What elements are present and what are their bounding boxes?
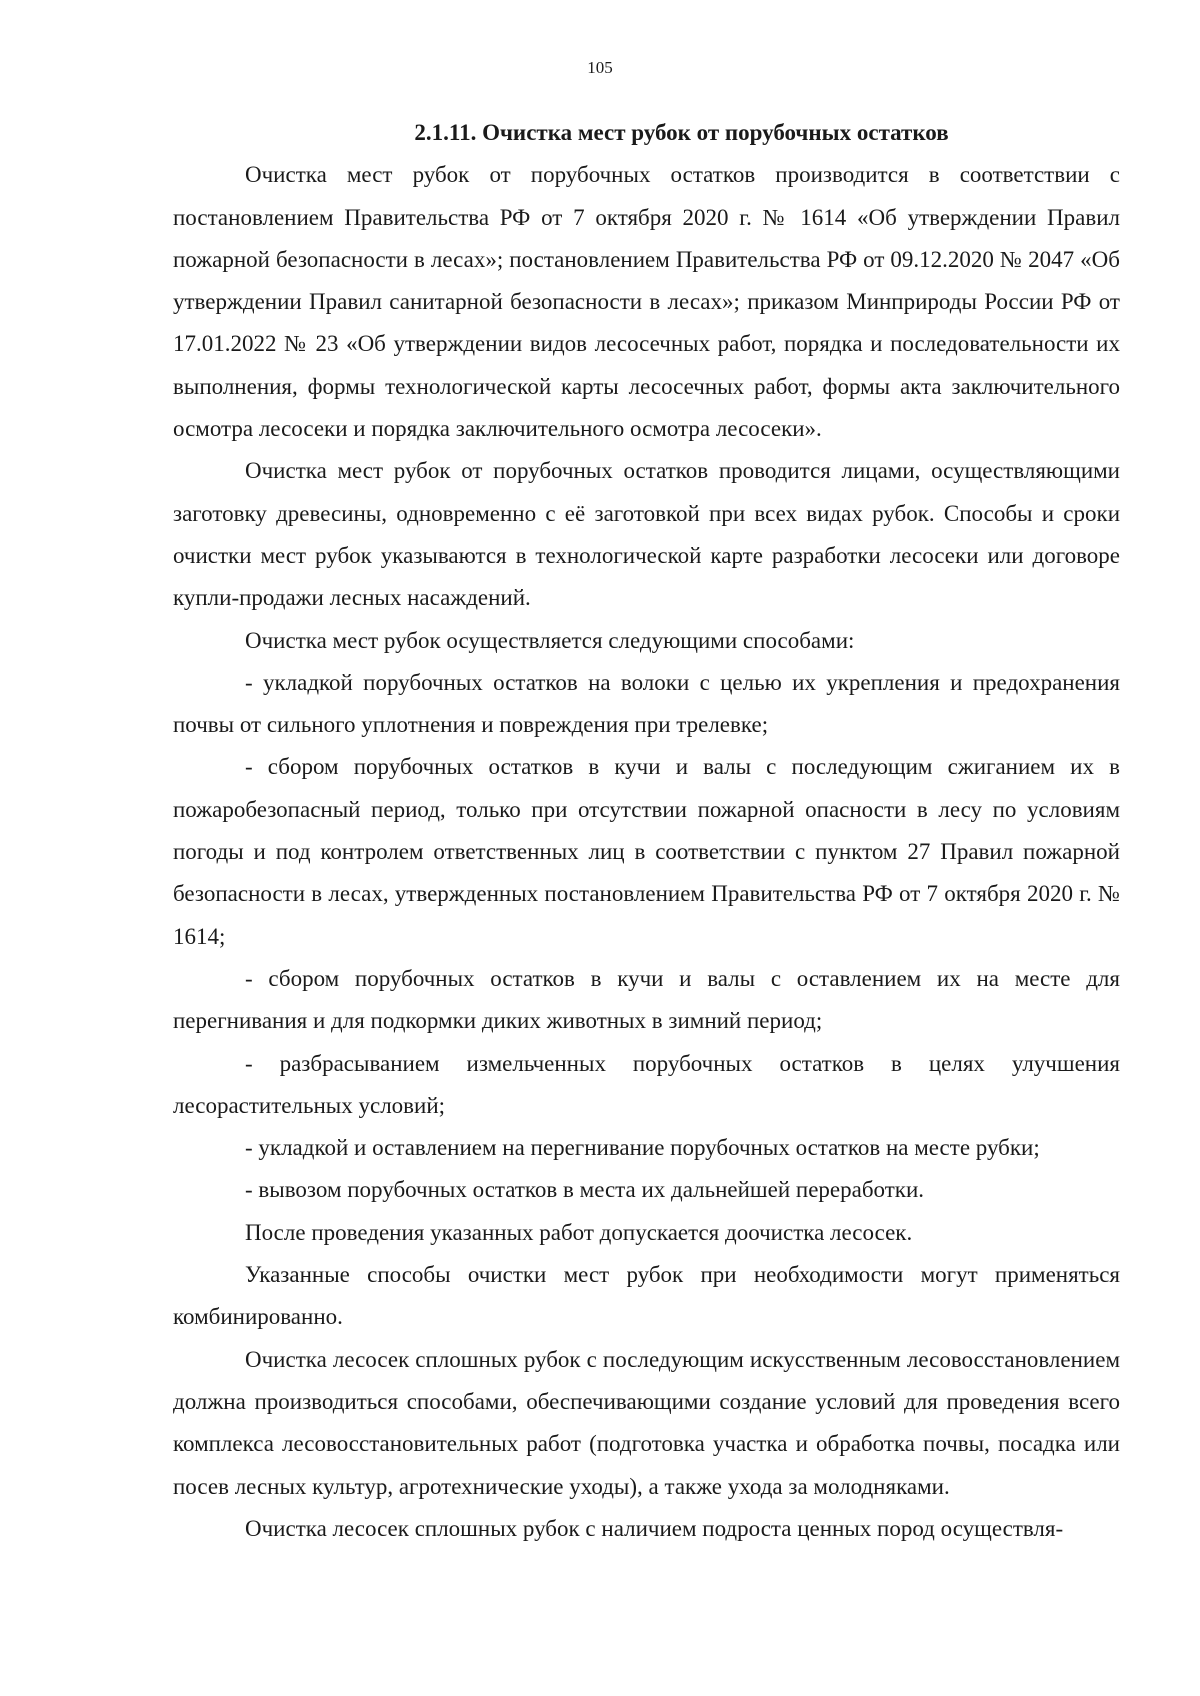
paragraph: Очистка мест рубок от порубочных остатков производится в соответствии с постановлением Правительства РФ от 7 октября 2020 г. № 1614 «Об утверждении Правил пожарной безопасности в лесах»; постановлением Правительства РФ от 09.12.2020 № 2047 «Об утверждении Правил санитарной безопасности в лесах»; приказом Минприроды России РФ от 17.01.2022 № 23 «Об утверждении видов лесосечных работ, порядка и последовательности их выполнения, формы технологической карты лесосечных работ, формы акта заключительного осмотра лесосеки и порядка заключительного осмотра лесосеки».	[173, 162, 1120, 442]
list-item: - укладкой порубочных остатков на волоки с целью их укрепления и предохранения почвы от сильного уплотнения и повреждения при трелевке;	[173, 669, 1120, 738]
list-item: - разбрасыванием измельченных порубочных остатков в целях улучшения лесорастительных условий;	[173, 1050, 1120, 1118]
list-item: - сбором порубочных остатков в кучи и валы с оставлением их на месте для перегнивания и для подкормки диких животных в зимний период;	[173, 965, 1120, 1034]
list-item: - вывозом порубочных остатков в места их дальнейшей переработки.	[245, 1177, 925, 1203]
list-item: - сбором порубочных остатков в кучи и валы с последующим сжиганием их в пожаробезопасный период, только при отсутствии пожарной опасности в лесу по условиям погоды и под контролем ответственных лиц в соответствии с пунктом 27 Правил пожарной безопасности в лесах, утвержденных постановлением Правительства РФ от 7 октября 2020 г. № 1614;	[173, 754, 1120, 949]
document-body	[173, 112, 1120, 1550]
paragraph: Очистка лесосек сплошных рубок с наличием подроста ценных пород осуществля-	[245, 1515, 1064, 1541]
page-number: 105	[587, 58, 613, 77]
paragraph: Очистка лесосек сплошных рубок с последующим искусственным лесовосстановлением должна производиться способами, обеспечивающими создание условий для проведения всего комплекса лесовосстановительных работ (подготовка участка и обработка почвы, посадка или посев лесных культур, агротехнические уходы), а также ухода за молодняками.	[173, 1346, 1120, 1499]
paragraph: Очистка мест рубок осуществляется следующими способами:	[245, 627, 855, 653]
paragraph: После проведения указанных работ допускается доочистка лесосек.	[245, 1219, 913, 1245]
paragraph: Указанные способы очистки мест рубок при необходимости могут применяться комбинированно.	[173, 1262, 1120, 1330]
paragraph: Очистка мест рубок от порубочных остатков проводится лицами, осуществляющими заготовку древесины, одновременно с её заготовкой при всех видах рубок. Способы и сроки очистки мест рубок указываются в технологической карте разработки лесосеки или договоре купли-продажи лесных насаждений.	[173, 458, 1120, 611]
list-item: - укладкой и оставлением на перегнивание порубочных остатков на месте рубки;	[245, 1135, 1040, 1161]
section-title: 2.1.11. Очистка мест рубок от порубочных остатков	[414, 120, 949, 145]
